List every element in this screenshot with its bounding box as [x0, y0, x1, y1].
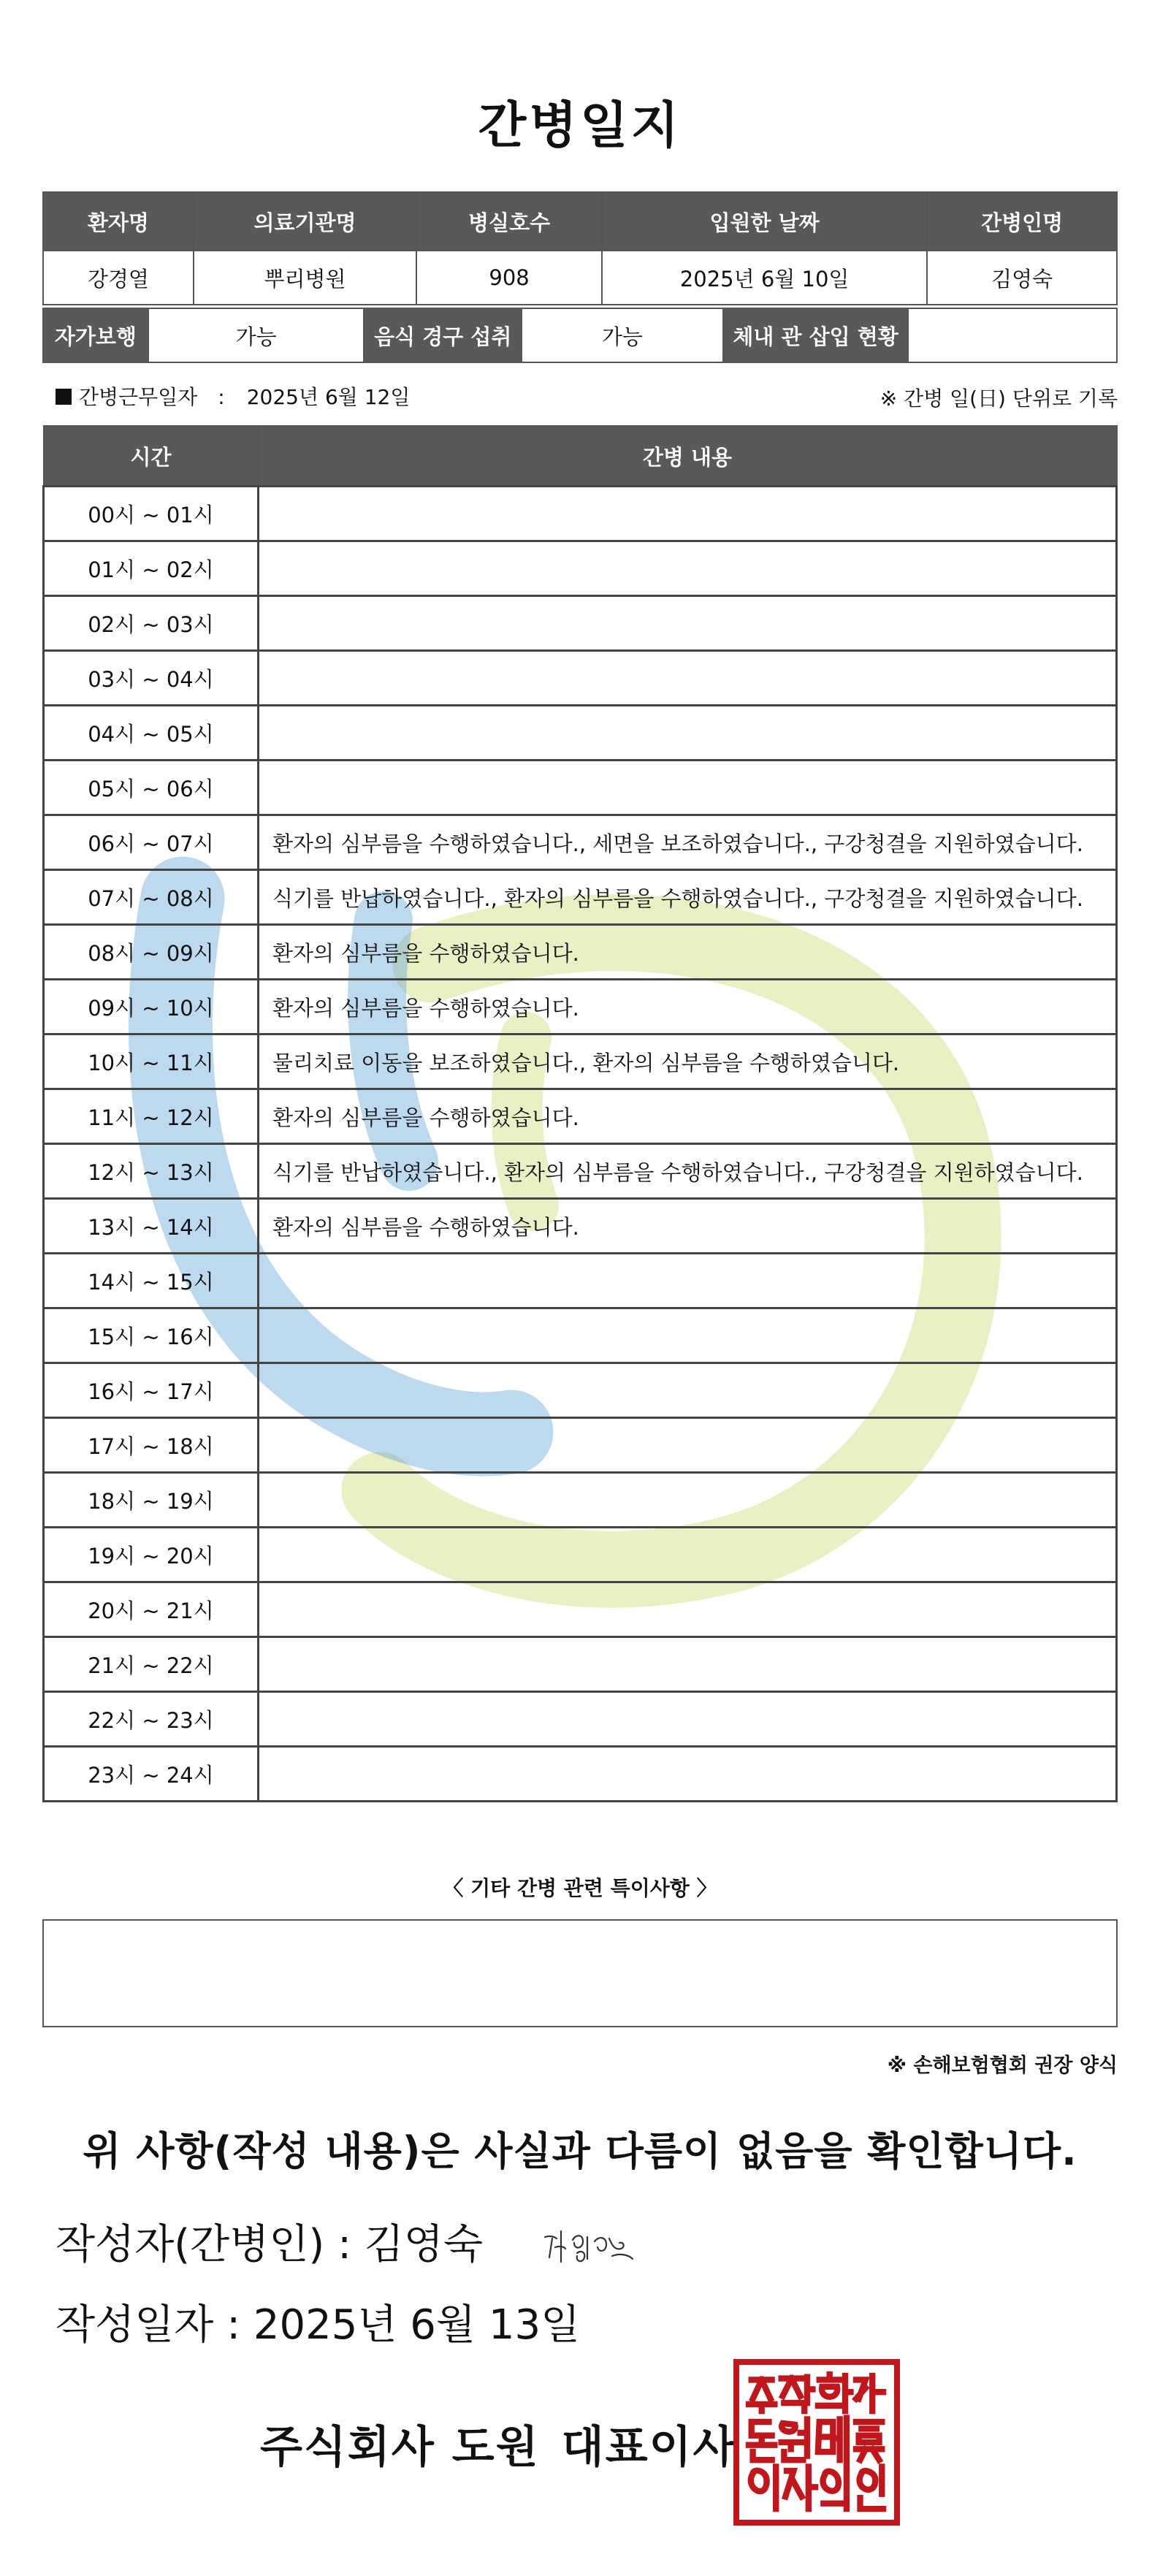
patient-name-value: 강경열 [43, 251, 194, 305]
care-log-header-row [44, 426, 1117, 487]
care-log-content-cell [259, 596, 1117, 651]
care-log-time-cell: 05시 ~ 06시 [44, 761, 259, 815]
room-number-header: 병실호수 [416, 192, 602, 251]
care-log-content-cell [259, 1747, 1117, 1802]
care-log-time-cell: 00시 ~ 01시 [44, 487, 259, 541]
tube-insertion-label: 체내 관 삽입 현황 [723, 308, 909, 362]
care-log-content-cell [259, 1637, 1117, 1692]
record-unit-note: ※ 간병 일(日) 단위로 기록 [879, 386, 1118, 411]
confirmation-statement: 위 사항(작성 내용)은 사실과 다름이 없음을 확인합니다. [83, 2128, 1077, 2174]
care-log-row [44, 761, 1117, 815]
caregiver-name-header: 간병인명 [927, 192, 1117, 251]
care-log-time-cell: 19시 ~ 20시 [44, 1528, 259, 1582]
care-log-time-cell: 06시 ~ 07시 [44, 815, 259, 870]
patient-status-row [43, 308, 1117, 362]
patient-info-table [42, 191, 1118, 305]
care-log-row [44, 1089, 1117, 1144]
care-log-content-cell: 식기를 반납하였습니다., 환자의 심부름을 수행하였습니다., 구강청결을 지원하였습니다. [259, 870, 1117, 925]
time-column-header: 시간 [44, 426, 259, 487]
care-log-content-cell [259, 1418, 1117, 1473]
write-date-value: 2025년 6월 13일 [253, 2301, 581, 2349]
handwritten-signature [539, 2221, 649, 2272]
care-log-content-cell [259, 1582, 1117, 1637]
care-log-content-cell: 식기를 반납하였습니다., 환자의 심부름을 수행하였습니다., 구강청결을 지원하였습니다. [259, 1144, 1117, 1199]
care-log-time-cell: 12시 ~ 13시 [44, 1144, 259, 1199]
care-log-content-cell [259, 541, 1117, 596]
care-log-row [44, 815, 1117, 870]
care-log-content-cell [259, 1363, 1117, 1418]
care-log-content-cell [259, 487, 1117, 541]
care-log-content-cell [259, 1528, 1117, 1582]
content-column-header: 간병 내용 [259, 426, 1117, 487]
hospital-name-header: 의료기관명 [194, 192, 417, 251]
admission-date-value: 2025년 6월 10일 [602, 251, 927, 305]
care-log-time-cell: 03시 ~ 04시 [44, 651, 259, 706]
care-log-content-cell [259, 651, 1117, 706]
company-title: 대표이사 [561, 2422, 737, 2473]
work-date-value: 2025년 6월 12일 [246, 385, 411, 409]
care-log-content-cell [259, 1254, 1117, 1308]
form-source-note: ※ 손해보험협회 권장 양식 [887, 2054, 1118, 2077]
care-log-row [44, 1582, 1117, 1637]
writer-colon: : [337, 2221, 351, 2268]
special-notes-title: 〈 기타 간병 관련 특이사항 〉 [443, 1876, 717, 1900]
care-log-content-cell: 물리치료 이동을 보조하였습니다., 환자의 심부름을 수행하였습니다. [259, 1034, 1117, 1089]
seal-strokes [749, 2374, 883, 2509]
writer-label: 작성자(간병인) [56, 2221, 325, 2268]
care-log-content-cell [259, 1308, 1117, 1363]
self-walking-label: 자가보행 [43, 308, 148, 362]
company-seal-stamp [733, 2359, 900, 2526]
care-log-time-cell: 20시 ~ 21시 [44, 1582, 259, 1637]
care-log-content-cell: 환자의 심부름을 수행하였습니다. [259, 1199, 1117, 1254]
care-log-row [44, 596, 1117, 651]
care-log-row [44, 980, 1117, 1034]
care-log-time-cell: 18시 ~ 19시 [44, 1473, 259, 1528]
page-title: 간병일지 [478, 97, 682, 155]
patient-status-table [42, 308, 1118, 363]
care-log-table [42, 425, 1118, 1802]
care-log-row [44, 1254, 1117, 1308]
company-name: 주식회사 도원 [260, 2422, 540, 2473]
write-date-label: 작성일자 [56, 2301, 214, 2349]
care-log-time-cell: 08시 ~ 09시 [44, 925, 259, 980]
care-log-time-cell: 10시 ~ 11시 [44, 1034, 259, 1089]
writer-line [56, 2212, 483, 2271]
care-log-content-cell: 환자의 심부름을 수행하였습니다. [259, 980, 1117, 1034]
care-log-row [44, 541, 1117, 596]
care-log-row [44, 1528, 1117, 1582]
care-log-content-cell: 환자의 심부름을 수행하였습니다. [259, 925, 1117, 980]
square-bullet-icon [56, 389, 72, 405]
care-log-time-cell: 07시 ~ 08시 [44, 870, 259, 925]
care-log-row [44, 870, 1117, 925]
care-log-row [44, 925, 1117, 980]
writer-name: 김영숙 [364, 2221, 484, 2268]
write-date-line [56, 2293, 580, 2351]
care-log-time-cell: 21시 ~ 22시 [44, 1637, 259, 1692]
care-log-time-cell: 16시 ~ 17시 [44, 1363, 259, 1418]
care-log-time-cell: 17시 ~ 18시 [44, 1418, 259, 1473]
care-log-time-cell: 13시 ~ 14시 [44, 1199, 259, 1254]
care-log-row [44, 651, 1117, 706]
care-log-content-cell [259, 761, 1117, 815]
care-log-row [44, 1363, 1117, 1418]
patient-name-header: 환자명 [43, 192, 194, 251]
care-log-content-cell [259, 1473, 1117, 1528]
care-log-content-cell [259, 1692, 1117, 1747]
patient-info-value-row [43, 251, 1117, 305]
care-log-row [44, 1747, 1117, 1802]
work-date-line [56, 381, 410, 411]
room-number-value: 908 [416, 251, 602, 305]
care-log-row [44, 1637, 1117, 1692]
company-signature-line [260, 2412, 737, 2475]
care-log-time-cell: 14시 ~ 15시 [44, 1254, 259, 1308]
care-log-row [44, 1199, 1117, 1254]
care-log-time-cell: 09시 ~ 10시 [44, 980, 259, 1034]
admission-date-header: 입원한 날짜 [602, 192, 927, 251]
work-date-colon: : [218, 385, 225, 409]
care-log-content-cell [259, 706, 1117, 761]
special-notes-box [42, 1919, 1118, 2027]
care-log-time-cell: 04시 ~ 05시 [44, 706, 259, 761]
care-log-row [44, 706, 1117, 761]
care-log-row [44, 1692, 1117, 1747]
tube-insertion-value [908, 308, 1117, 362]
care-log-row [44, 1418, 1117, 1473]
care-log-content-cell: 환자의 심부름을 수행하였습니다., 세면을 보조하였습니다., 구강청결을 지원하였습니다. [259, 815, 1117, 870]
care-log-time-cell: 22시 ~ 23시 [44, 1692, 259, 1747]
care-log-time-cell: 23시 ~ 24시 [44, 1747, 259, 1802]
care-log-row [44, 1308, 1117, 1363]
write-date-colon: : [226, 2301, 241, 2349]
self-walking-value: 가능 [148, 308, 365, 362]
care-log-row [44, 1034, 1117, 1089]
care-log-body [44, 487, 1117, 1802]
care-log-time-cell: 15시 ~ 16시 [44, 1308, 259, 1363]
care-log-time-cell: 01시 ~ 02시 [44, 541, 259, 596]
care-log-time-cell: 02시 ~ 03시 [44, 596, 259, 651]
oral-intake-label: 음식 경구 섭취 [364, 308, 522, 362]
patient-info-header-row [43, 192, 1117, 251]
hospital-name-value: 뿌리병원 [194, 251, 417, 305]
work-date-label: 간병근무일자 [79, 385, 198, 409]
care-log-content-cell: 환자의 심부름을 수행하였습니다. [259, 1089, 1117, 1144]
care-log-row [44, 487, 1117, 541]
care-log-row [44, 1144, 1117, 1199]
caregiver-name-value: 김영숙 [927, 251, 1117, 305]
care-log-row [44, 1473, 1117, 1528]
care-log-time-cell: 11시 ~ 12시 [44, 1089, 259, 1144]
oral-intake-value: 가능 [522, 308, 723, 362]
